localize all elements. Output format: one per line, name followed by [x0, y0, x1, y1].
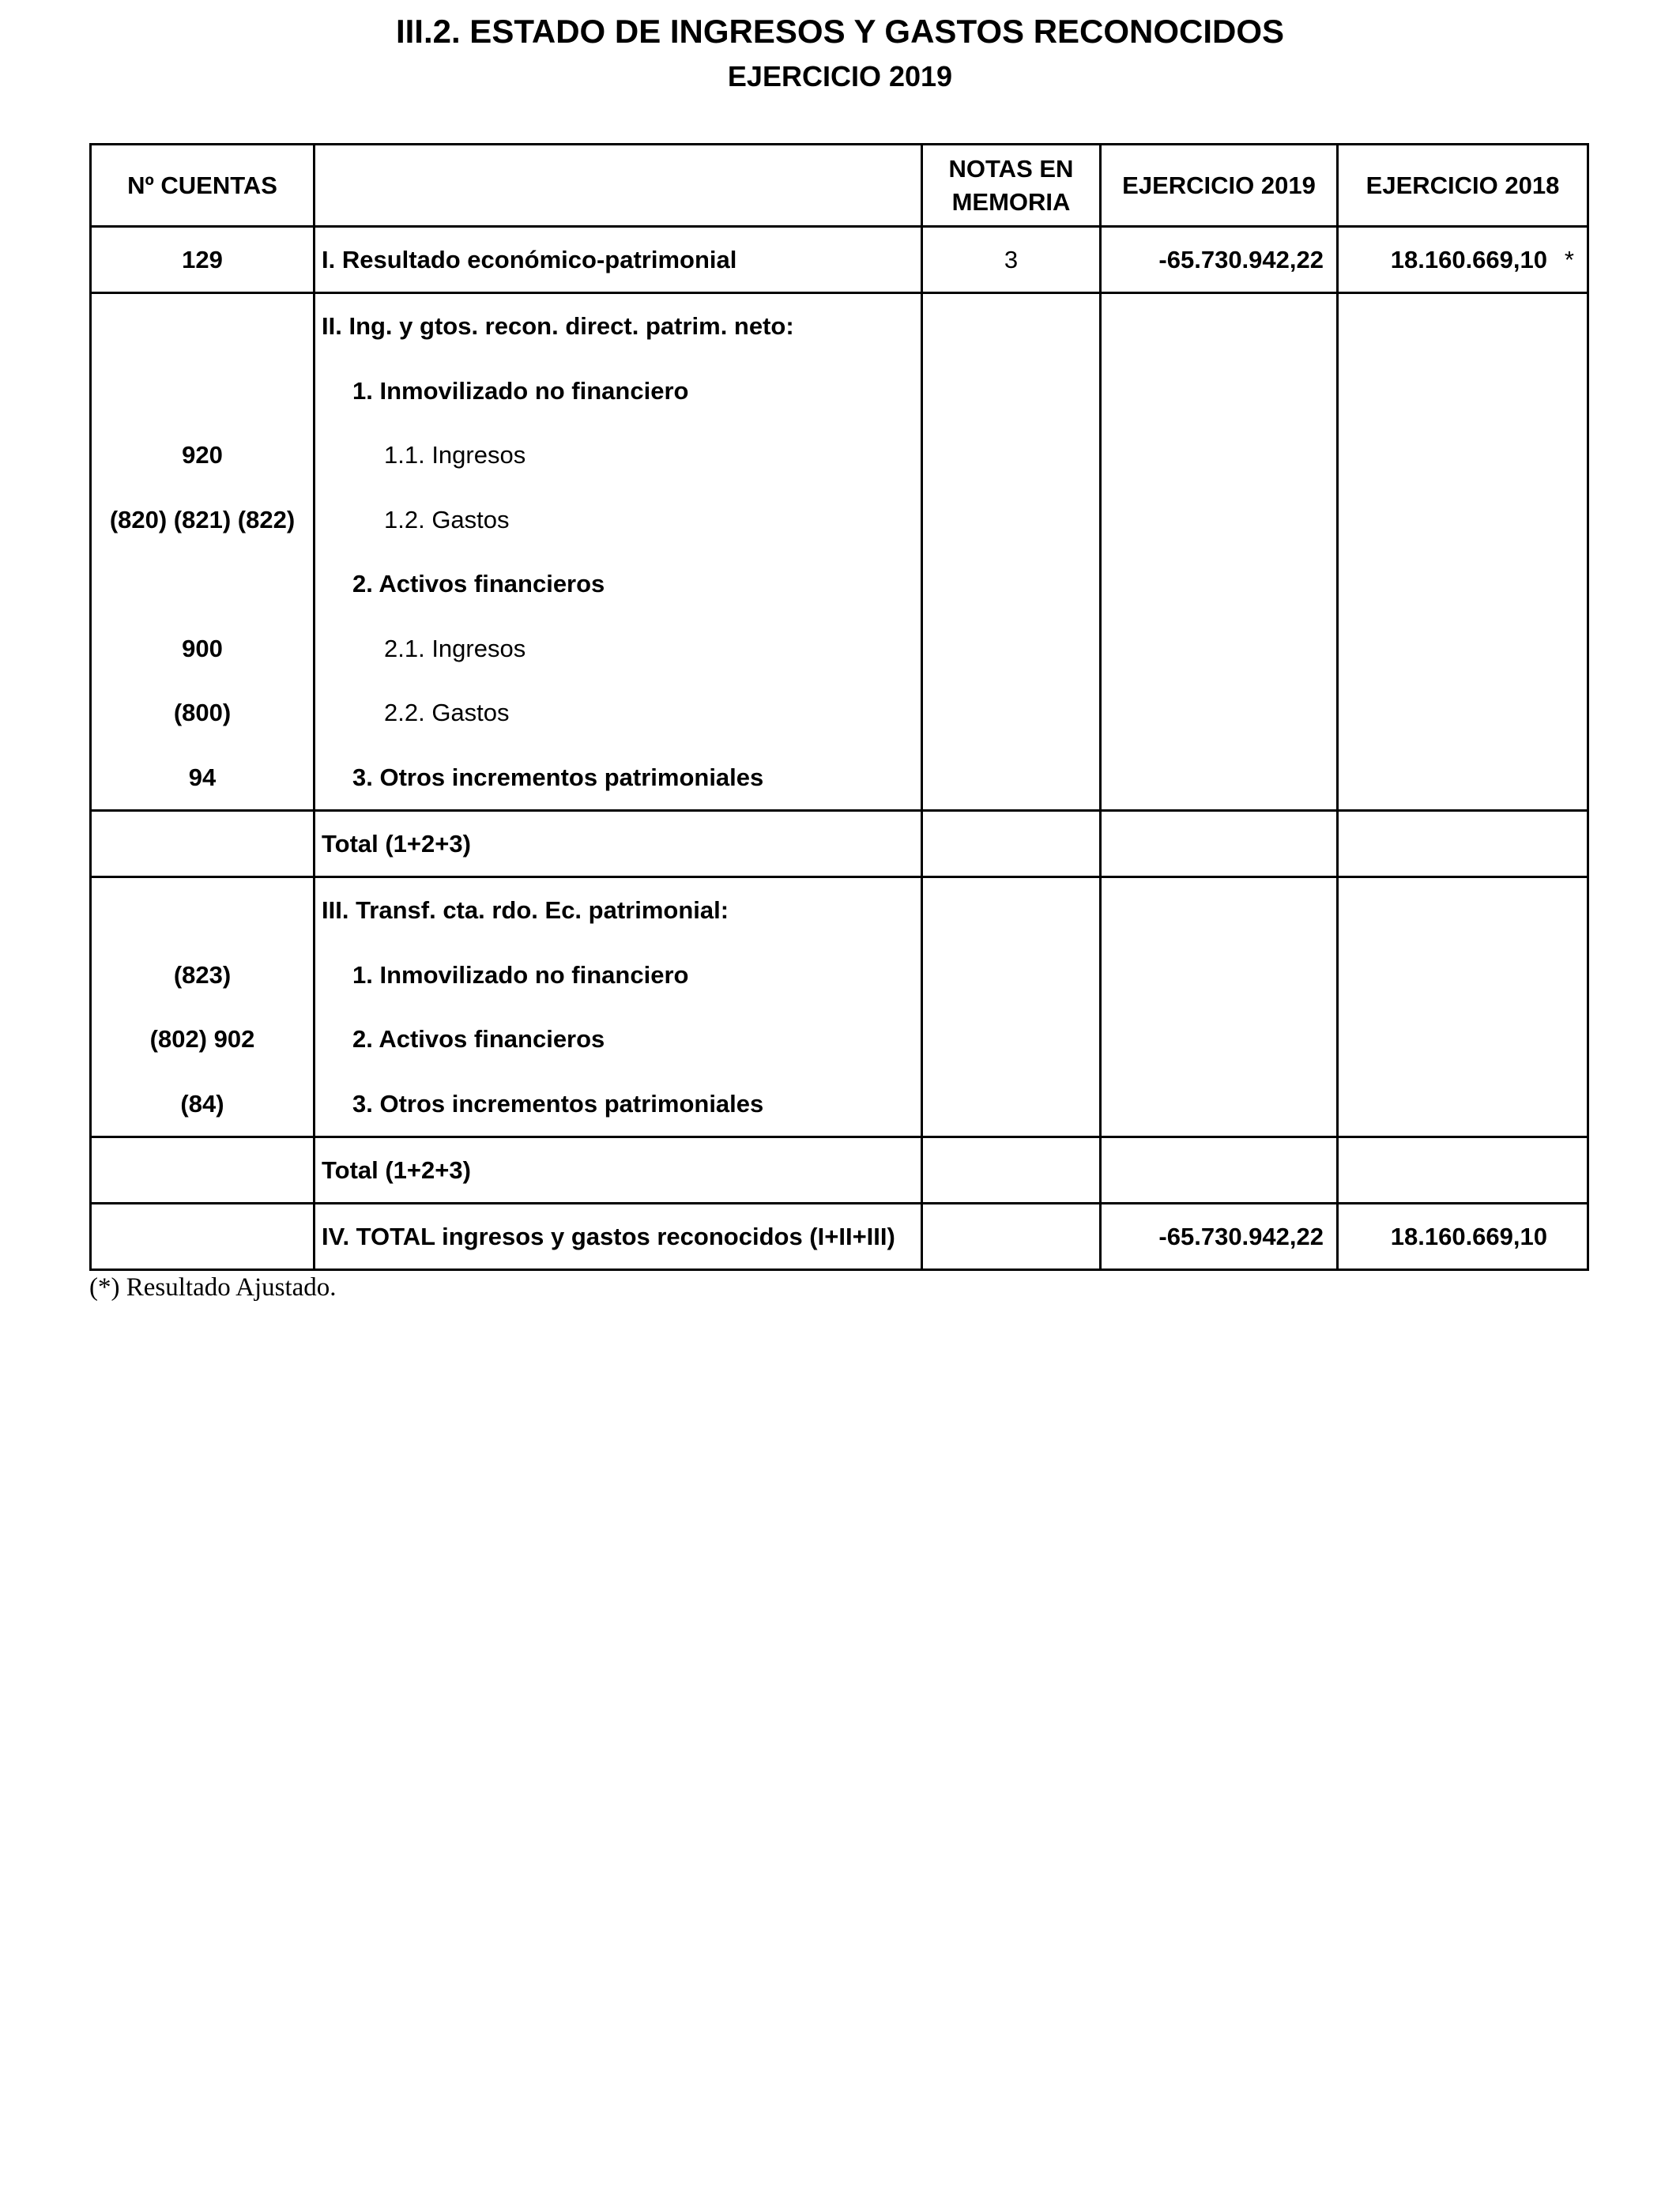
cuenta-cell — [91, 227, 315, 293]
section-heading: III. Transf. cta. rdo. Ec. patrimonial: — [322, 896, 729, 924]
cuenta-value: (823) — [173, 960, 232, 989]
ejercicio-2018-cell — [1338, 811, 1588, 877]
header-cuentas: Nº CUENTAS — [91, 145, 315, 227]
concepto-label: 1.1. Ingresos — [384, 441, 526, 469]
nota-cell — [922, 1137, 1101, 1204]
concepto-cell — [315, 227, 922, 293]
header-notas — [922, 145, 1101, 227]
cuenta-value: (84) — [180, 1089, 224, 1118]
ejercicio-2019-cell — [1101, 811, 1338, 877]
nota-cell — [922, 1204, 1101, 1270]
header-notas-line1: NOTAS EN — [948, 154, 1074, 183]
ejercicio-2019-value: -65.730.942,22 — [1158, 1223, 1324, 1250]
header-row — [91, 145, 1588, 227]
nota-cell — [922, 811, 1101, 877]
nota-cell — [922, 293, 1101, 811]
ejercicio-2019-cell — [1101, 1137, 1338, 1204]
adjusted-mark: * — [1564, 246, 1574, 273]
cuenta-cell — [91, 1137, 315, 1204]
cuenta-value: 129 — [182, 246, 223, 273]
concepto-label: I. Resultado económico-patrimonial — [322, 246, 737, 273]
concepto-cell — [315, 293, 922, 811]
concepto-label: 1.2. Gastos — [384, 505, 510, 533]
concepto-label: 2. Activos financieros — [352, 570, 605, 598]
cuenta-value — [92, 294, 313, 359]
ejercicio-2018-cell — [1338, 1137, 1588, 1204]
concepto-label: 1. Inmovilizado no financiero — [352, 376, 689, 405]
page-subtitle: EJERCICIO 2019 — [727, 60, 953, 92]
ejercicio-2018-cell — [1338, 227, 1588, 293]
concepto-label: 3. Otros incrementos patrimoniales — [352, 763, 764, 791]
ejercicio-2018-value: 18.160.669,10 — [1390, 1223, 1547, 1250]
concepto-label: 2. Activos financieros — [352, 1025, 605, 1053]
concepto-label: 1. Inmovilizado no financiero — [352, 960, 689, 989]
concepto-cell — [315, 877, 922, 1137]
nota-value: 3 — [1004, 246, 1019, 273]
cuenta-value: 900 — [182, 634, 223, 662]
cuenta-value: (800) — [173, 699, 232, 726]
cuenta-value — [92, 552, 313, 616]
concepto-label: 2.1. Ingresos — [384, 634, 526, 662]
cuenta-value: 920 — [182, 441, 223, 469]
nota-cell — [922, 227, 1101, 293]
ejercicio-2019-cell — [1101, 293, 1338, 811]
header-notas-line2: MEMORIA — [951, 187, 1071, 216]
ejercicio-2019-cell — [1101, 227, 1338, 293]
cuenta-cell — [91, 811, 315, 877]
table-row-section-ii — [91, 293, 1588, 811]
footnote: (*) Resultado Ajustado. — [89, 1273, 337, 1302]
concepto-cell — [315, 1204, 922, 1270]
cuenta-value — [92, 359, 313, 424]
page-title: III.2. ESTADO DE INGRESOS Y GASTOS RECONOCIDOS — [395, 13, 1285, 50]
table-row-total-iii — [91, 1137, 1588, 1204]
ejercicio-2019-cell — [1101, 1204, 1338, 1270]
cuenta-value: (802) 902 — [149, 1025, 255, 1053]
cuenta-cell — [91, 1204, 315, 1270]
ejercicio-2019-value: -65.730.942,22 — [1158, 246, 1324, 273]
cuenta-cell — [91, 877, 315, 1137]
concepto-cell — [315, 1137, 922, 1204]
cuenta-value: 94 — [188, 763, 217, 791]
section-heading: II. Ing. y gtos. recon. direct. patrim. neto: — [322, 312, 794, 340]
income-expense-table — [89, 143, 1589, 1271]
cuenta-value — [92, 878, 313, 943]
cuenta-cell — [91, 293, 315, 811]
header-concepto — [315, 145, 922, 227]
concepto-cell — [315, 811, 922, 877]
nota-cell — [922, 877, 1101, 1137]
ejercicio-2018-value: 18.160.669,10 — [1390, 246, 1547, 273]
cuenta-value: (820) (821) (822) — [109, 505, 296, 533]
table-row-total-ii — [91, 811, 1588, 877]
table-row-total-reconocidos — [91, 1204, 1588, 1270]
ejercicio-2018-cell — [1338, 293, 1588, 811]
table-row-resultado — [91, 227, 1588, 293]
concepto-label: IV. TOTAL ingresos y gastos reconocidos (I+II+III) — [322, 1223, 895, 1250]
ejercicio-2018-cell — [1338, 877, 1588, 1137]
total-label: Total (1+2+3) — [322, 1156, 471, 1184]
ejercicio-2018-cell — [1338, 1204, 1588, 1270]
concepto-label: 2.2. Gastos — [384, 699, 510, 726]
header-ejercicio-2018: EJERCICIO 2018 — [1338, 145, 1588, 227]
concepto-label: 3. Otros incrementos patrimoniales — [352, 1089, 764, 1118]
total-label: Total (1+2+3) — [322, 830, 471, 858]
header-ejercicio-2019: EJERCICIO 2019 — [1101, 145, 1338, 227]
ejercicio-2019-cell — [1101, 877, 1338, 1137]
table-row-section-iii — [91, 877, 1588, 1137]
